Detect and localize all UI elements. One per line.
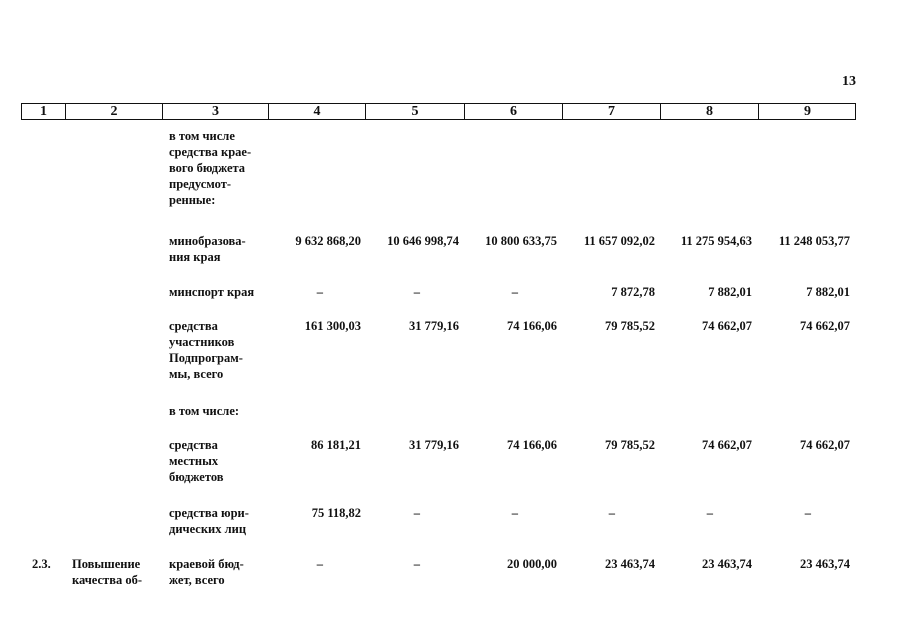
value-col-6: 20 000,00 [507, 557, 557, 571]
funding-source-cell: в том числе средства крае- вого бюджета предусмот- ренные: [169, 129, 252, 207]
value-col-7: 23 463,74 [605, 557, 655, 571]
funding-source-cell: средства участников Подпрограм- мы, всего [169, 319, 243, 381]
page-number: 13 [842, 74, 856, 89]
funding-source-cell: минобразова- ния края [169, 234, 246, 264]
value-col-4: 75 118,82 [311, 506, 361, 520]
value-col-6: 74 166,06 [507, 438, 557, 452]
value-col-7: 79 785,52 [605, 438, 655, 452]
header-col-9: 9 [804, 104, 811, 119]
table-header [21, 103, 856, 120]
header-col-5: 5 [366, 104, 465, 119]
value-col-5: – [413, 506, 420, 520]
value-col-8: – [706, 506, 713, 520]
value-col-8: 7 882,01 [708, 285, 752, 299]
value-col-8: 74 662,07 [702, 438, 752, 452]
value-col-4: 161 300,03 [304, 319, 361, 333]
value-col-8: 74 662,07 [702, 319, 752, 333]
value-col-4: 9 632 868,20 [295, 234, 361, 248]
value-col-6: 10 800 633,75 [485, 234, 557, 248]
value-col-9: 74 662,07 [800, 319, 850, 333]
value-col-8: 11 275 954,63 [680, 234, 752, 248]
value-col-9: – [804, 506, 811, 520]
header-col-4: 4 [269, 104, 366, 119]
funding-source-cell: минспорт края [169, 285, 255, 299]
funding-source-cell: средства юри- дических лиц [169, 506, 249, 536]
value-col-4: – [316, 285, 323, 299]
value-col-7: 79 785,52 [605, 319, 655, 333]
value-col-5: 10 646 998,74 [387, 234, 459, 248]
value-col-4: – [316, 557, 323, 571]
header-col-2: 2 [66, 104, 163, 119]
header-col-6: 6 [465, 104, 563, 119]
header-col-8: 8 [661, 104, 759, 119]
value-col-9: 11 248 053,77 [778, 234, 850, 248]
funding-source-cell: краевой бюд- жет, всего [169, 557, 244, 587]
value-col-7: 11 657 092,02 [583, 234, 655, 248]
value-col-6: – [511, 285, 518, 299]
value-col-7: 7 872,78 [611, 285, 655, 299]
funding-source-cell: средства местных бюджетов [169, 438, 224, 484]
header-col-1: 1 [22, 104, 66, 119]
value-col-5: – [413, 285, 420, 299]
value-col-4: 86 181,21 [311, 438, 361, 452]
value-col-5: – [413, 557, 420, 571]
value-col-7: – [608, 506, 615, 520]
value-col-9: 74 662,07 [800, 438, 850, 452]
value-col-9: 23 463,74 [800, 557, 850, 571]
value-col-9: 7 882,01 [806, 285, 850, 299]
value-col-8: 23 463,74 [702, 557, 752, 571]
value-col-5: 31 779,16 [409, 438, 459, 452]
value-col-6: – [511, 506, 518, 520]
value-col-6: 74 166,06 [507, 319, 557, 333]
header-col-7: 7 [563, 104, 661, 119]
event-name-cell: Повышение качества об- [72, 557, 142, 587]
value-col-5: 31 779,16 [409, 319, 459, 333]
funding-source-cell: в том числе: [169, 404, 240, 418]
header-col-3: 3 [163, 104, 269, 119]
item-number-cell: 2.3. [32, 557, 51, 571]
